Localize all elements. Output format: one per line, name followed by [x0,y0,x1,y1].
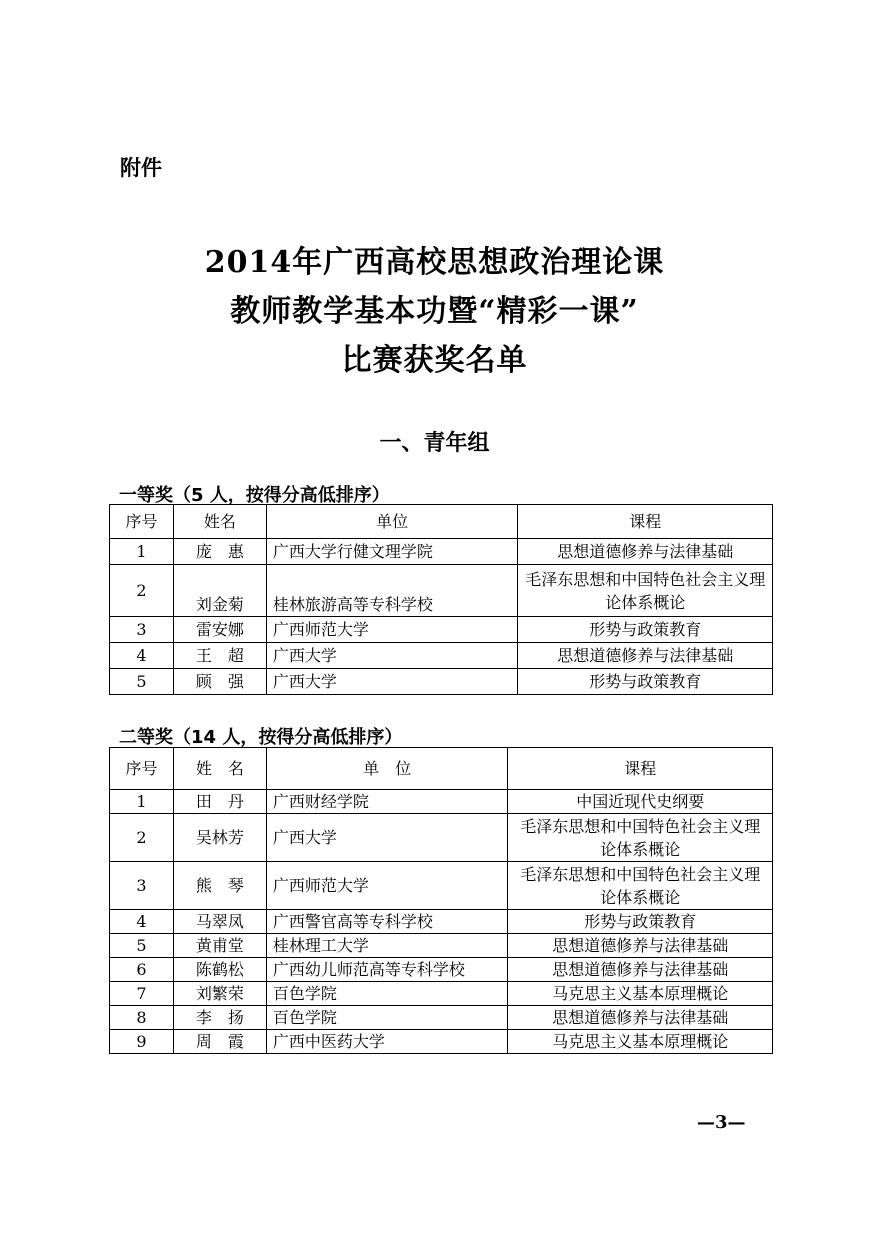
table-row [110,814,773,862]
table-row [110,539,773,565]
cell-course: 中国近现代史纲要 [508,790,773,814]
cell-name: 黄甫堂 [173,934,266,958]
cell-name: 陈鹤松 [173,958,266,982]
cell-index: 5 [110,934,174,958]
cell-name: 雷安娜 [173,617,266,643]
cell-unit: 广西幼儿师范高等专科学校 [266,958,508,982]
first-prize-heading: 一等奖（5 人，按得分高低排序） [119,485,390,506]
cell-name: 王 超 [173,643,266,669]
cell-unit: 广西大学 [266,643,518,669]
cell-index: 4 [110,910,174,934]
cell-course: 毛泽东思想和中国特色社会主义理论体系概论 [508,862,773,910]
cell-index: 5 [110,669,174,695]
cell-index: 2 [110,565,174,617]
header-index: 序号 [110,748,174,790]
second-prize-table [109,747,773,1054]
section-title: 一、青年组 [379,430,490,456]
cell-index: 3 [110,617,174,643]
cell-course: 思想道德修养与法律基础 [518,539,773,565]
cell-course: 形势与政策教育 [518,617,773,643]
cell-course: 毛泽东思想和中国特色社会主义理论体系概论 [518,565,773,617]
cell-name: 马翠凤 [173,910,266,934]
table-row [110,958,773,982]
second-prize-heading: 二等奖（14 人，按得分高低排序） [119,727,403,748]
cell-unit: 广西大学 [266,814,508,862]
cell-index: 3 [110,862,174,910]
cell-name: 李 扬 [173,1006,266,1030]
cell-unit: 百色学院 [266,1006,508,1030]
header-index: 序号 [110,505,174,539]
attachment-label: 附件 [120,156,162,180]
table-row [110,862,773,910]
cell-index: 4 [110,643,174,669]
cell-name: 庞 惠 [173,539,266,565]
table-row [110,910,773,934]
cell-course: 毛泽东思想和中国特色社会主义理论体系概论 [508,814,773,862]
cell-course: 形势与政策教育 [508,910,773,934]
cell-unit: 广西财经学院 [266,790,508,814]
cell-name: 顾 强 [173,669,266,695]
cell-unit: 广西警官高等专科学校 [266,910,508,934]
cell-unit: 百色学院 [266,982,508,1006]
cell-unit: 广西师范大学 [266,862,508,910]
cell-unit: 广西大学行健文理学院 [266,539,518,565]
table-row [110,790,773,814]
cell-course: 马克思主义基本原理概论 [508,1030,773,1054]
cell-course: 形势与政策教育 [518,669,773,695]
cell-course: 思想道德修养与法律基础 [508,934,773,958]
cell-name: 周 霞 [173,1030,266,1054]
cell-unit: 广西师范大学 [266,617,518,643]
table-row [110,982,773,1006]
cell-name: 田 丹 [173,790,266,814]
cell-course: 思想道德修养与法律基础 [518,643,773,669]
cell-index: 9 [110,1030,174,1054]
cell-course: 思想道德修养与法律基础 [508,958,773,982]
cell-name: 熊 琴 [173,862,266,910]
cell-course: 马克思主义基本原理概论 [508,982,773,1006]
first-prize-table [109,504,773,695]
table-row [110,643,773,669]
header-name: 姓 名 [173,748,266,790]
table-row [110,617,773,643]
cell-course: 思想道德修养与法律基础 [508,1006,773,1030]
cell-index: 2 [110,814,174,862]
table-row [110,1006,773,1030]
cell-index: 8 [110,1006,174,1030]
cell-index: 7 [110,982,174,1006]
header-course: 课程 [508,748,773,790]
table-header-row [110,748,773,790]
title-line-1: 2014年广西高校思想政治理论课 [204,245,665,280]
page-number: —3— [697,1112,746,1133]
cell-unit: 桂林理工大学 [266,934,508,958]
title-line-3: 比赛获奖名单 [341,343,528,378]
table-header-row [110,505,773,539]
table-row [110,1030,773,1054]
header-unit: 单位 [266,505,518,539]
cell-name: 刘繁荣 [173,982,266,1006]
table-row [110,565,773,617]
cell-unit: 广西中医药大学 [266,1030,508,1054]
cell-index: 1 [110,539,174,565]
title-line-2: 教师教学基本功暨“精彩一课” [230,294,639,329]
cell-name: 刘金菊 [173,565,266,617]
header-course: 课程 [518,505,773,539]
header-unit: 单 位 [266,748,508,790]
cell-name: 吴林芳 [173,814,266,862]
table-row [110,669,773,695]
cell-unit: 广西大学 [266,669,518,695]
cell-index: 6 [110,958,174,982]
header-name: 姓名 [173,505,266,539]
cell-index: 1 [110,790,174,814]
table-row [110,934,773,958]
cell-unit: 桂林旅游高等专科学校 [266,565,518,617]
